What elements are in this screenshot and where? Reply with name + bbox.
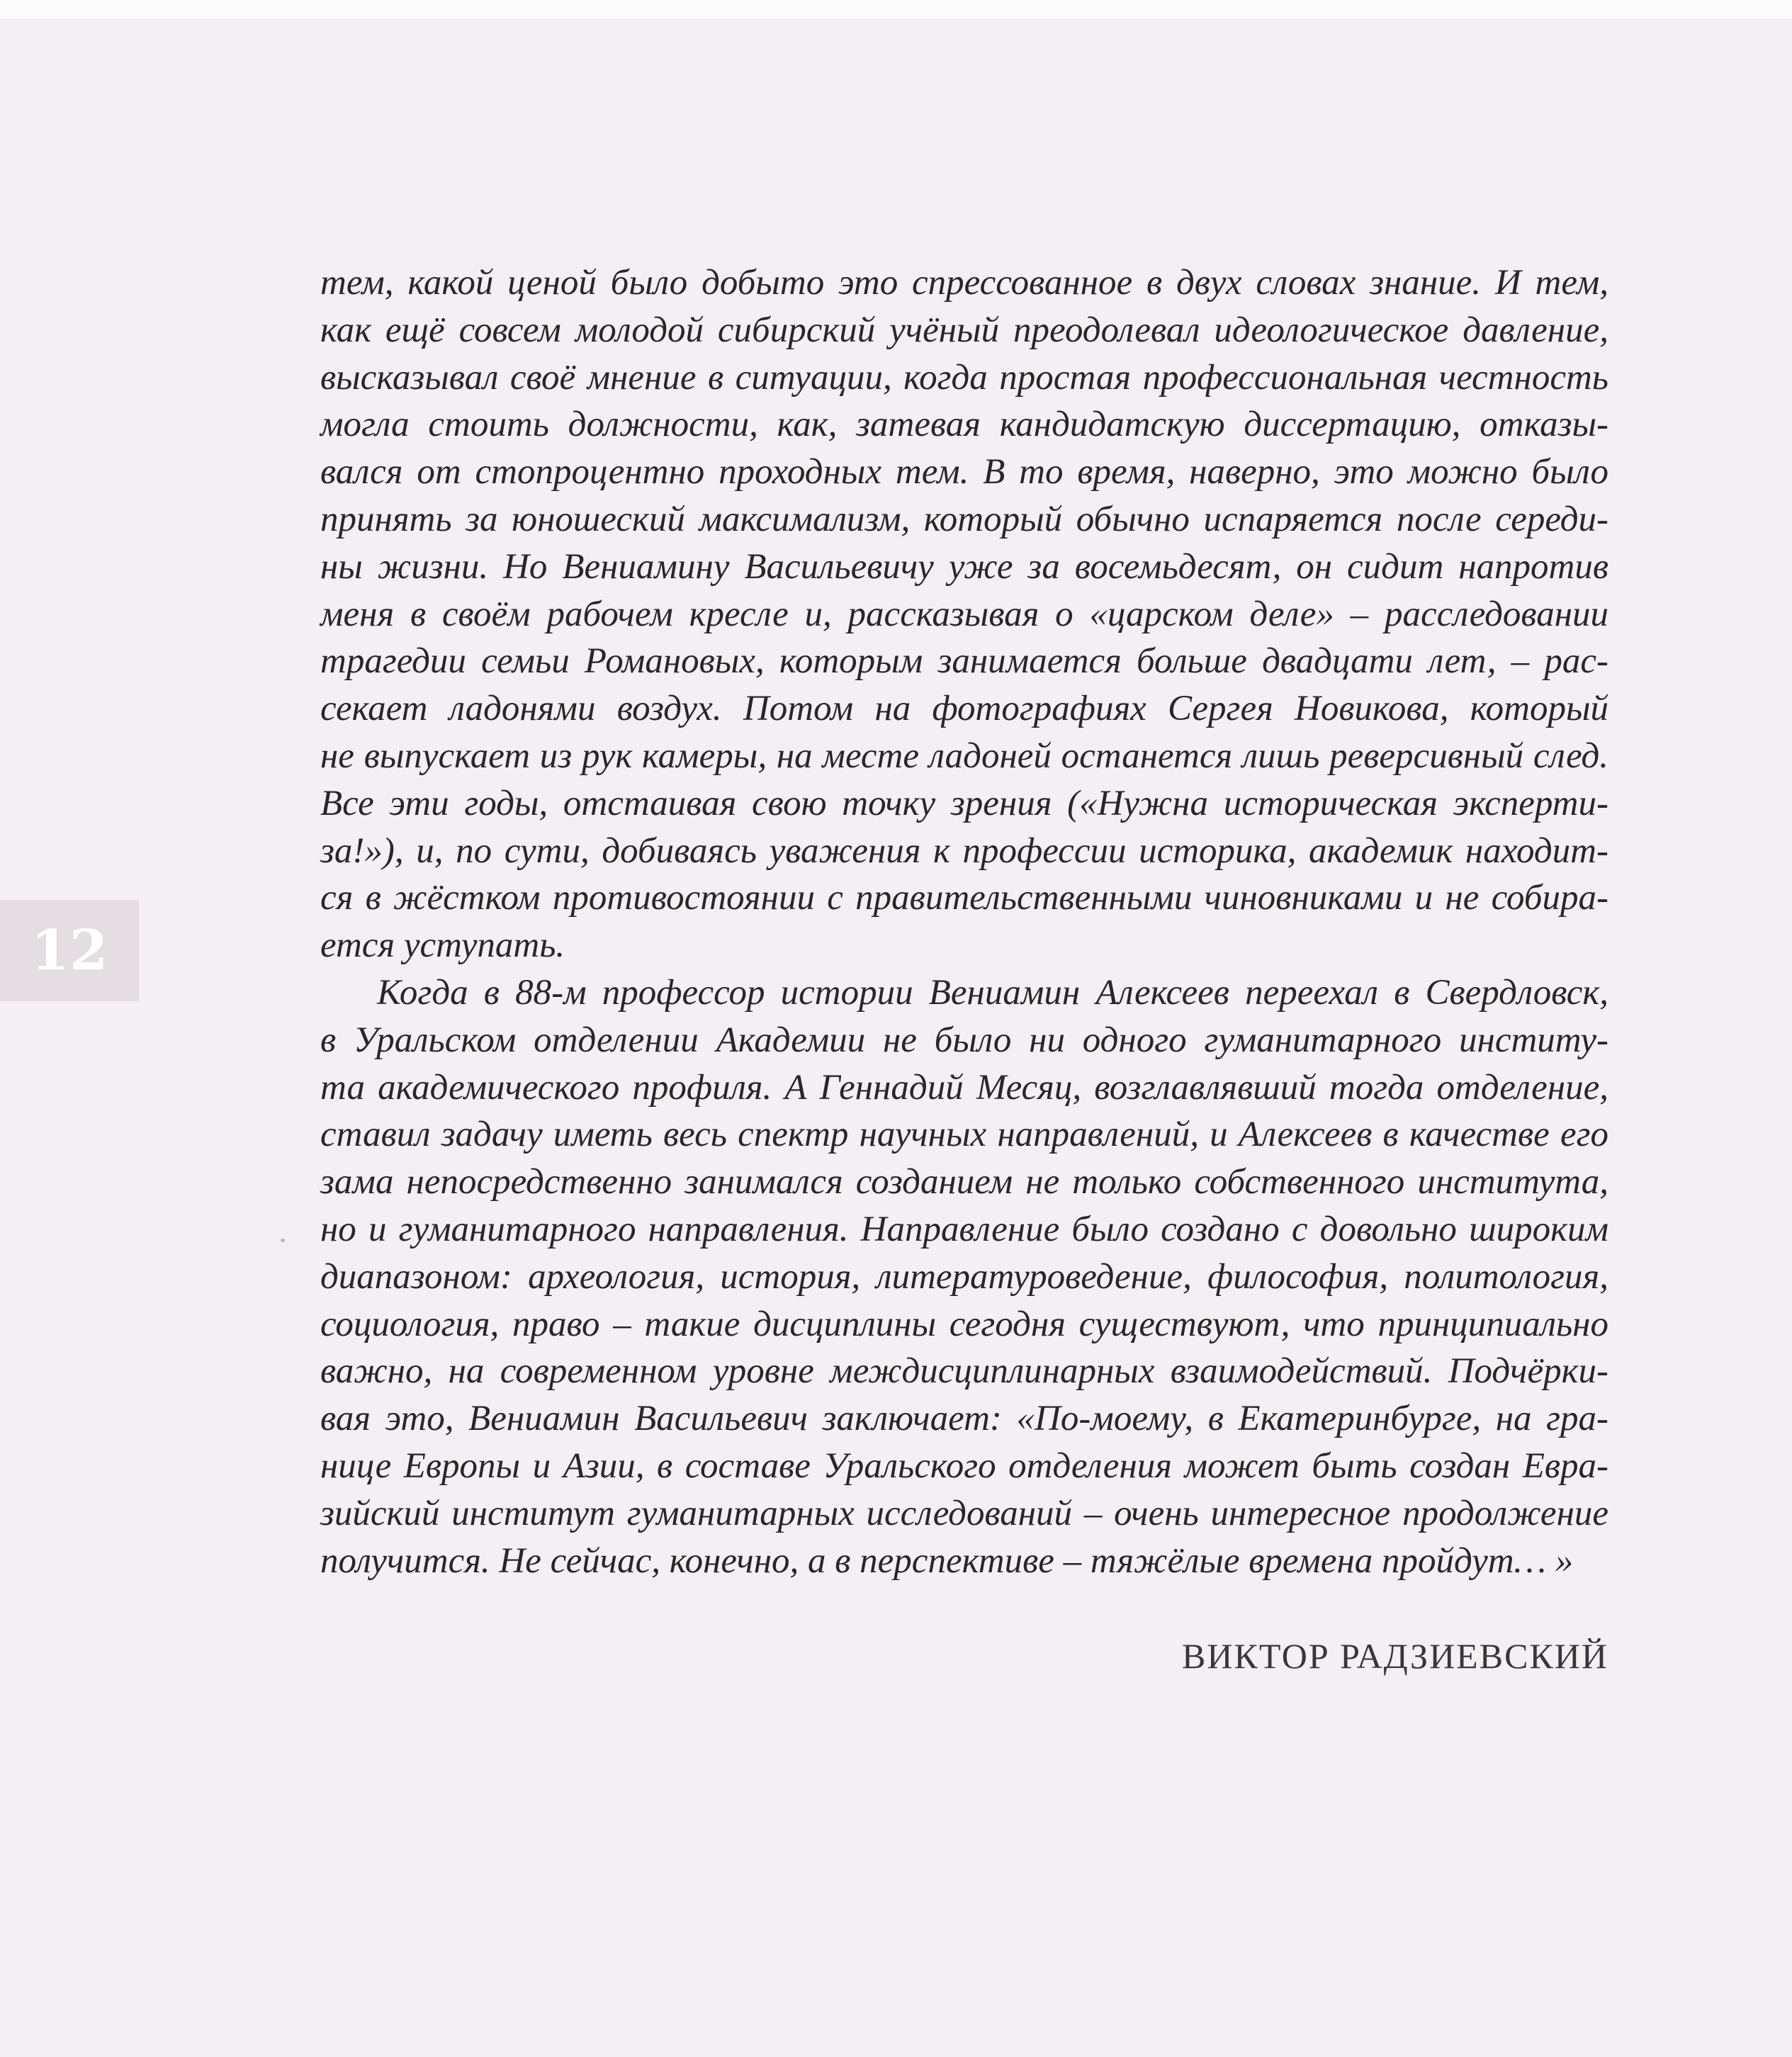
text-line: принять за юношеский максимализм, который обычно испаряется после середи- bbox=[320, 499, 1608, 539]
text-line: за!»), и, по сути, добиваясь уважения к профессии историка, академик находит- bbox=[320, 830, 1608, 871]
text-line: зама непосредственно занимался созданием не только собственного института, bbox=[320, 1162, 1608, 1202]
page-number-tab bbox=[0, 900, 139, 1001]
text-line: но и гуманитарного направления. Направление было создано с довольно широким bbox=[320, 1209, 1608, 1249]
text-line: зийский институт гуманитарных исследований – очень интересное продолжение bbox=[320, 1493, 1608, 1533]
text-line: получится. Не сейчас, конечно, а в перспективе – тяжёлые времена пройдут… » bbox=[320, 1540, 1574, 1581]
text-line: ется уступать. bbox=[320, 925, 565, 966]
text-line: в Уральском отделении Академии не было ни одного гуманитарного институ- bbox=[320, 1020, 1608, 1060]
text-line: вая это, Вениамин Васильевич заключает: «По-моему, в Екатеринбурге, на гра- bbox=[320, 1399, 1608, 1439]
text-line: секает ладонями воздух. Потом на фотографиях Сергея Новикова, который bbox=[320, 689, 1608, 729]
text-line: тем, какой ценой было добыто это спрессованное в двух словах знание. И тем, bbox=[320, 263, 1608, 303]
paragraph-2 bbox=[320, 969, 1608, 1584]
text-line: социология, право – такие дисциплины сегодня существуют, что принципиально bbox=[320, 1304, 1608, 1344]
text-line: ны жизни. Но Вениамину Васильевичу уже за восемьдесят, он сидит напротив bbox=[320, 546, 1608, 587]
text-line: важно, на современном уровне междисциплинарных взаимодействий. Подчёрки- bbox=[320, 1351, 1608, 1392]
text-line: трагедии семьи Романовых, которым занимается больше двадцати лет, – рас- bbox=[320, 641, 1608, 682]
text-line: могла стоить должности, как, затевая кандидатскую диссертацию, отказы- bbox=[320, 405, 1608, 445]
text-line: как ещё совсем молодой сибирский учёный преодолевал идеологическое давление, bbox=[320, 310, 1608, 350]
text-line: вался от стопроцентно проходных тем. В то время, наверно, это можно было bbox=[320, 452, 1608, 492]
text-line: меня в своём рабочем кресле и, рассказывая о «царском деле» – расследовании bbox=[320, 594, 1608, 634]
paper-speck bbox=[281, 1239, 285, 1242]
text-line: Когда в 88-м профессор истории Вениамин Алексеев переехал в Свердловск, bbox=[377, 972, 1608, 1013]
text-line: нице Европы и Азии, в составе Уральского отделения может быть создан Евра- bbox=[320, 1445, 1608, 1486]
page-number: 12 bbox=[30, 918, 108, 983]
paragraph-1 bbox=[320, 259, 1608, 969]
text-line: ся в жёстком противостоянии с правительственными чиновниками и не собира- bbox=[320, 878, 1608, 918]
text-line: диапазоном: археология, история, литературоведение, философия, политология, bbox=[320, 1256, 1608, 1297]
author-name: ВИКТОР РАДЗИЕВСКИЙ bbox=[1182, 1636, 1608, 1676]
text-line: ставил задачу иметь весь спектр научных направлений, и Алексеев в качестве его bbox=[320, 1115, 1608, 1155]
text-line: та академического профиля. А Геннадий Месяц, возглавлявший тогда отделение, bbox=[320, 1067, 1608, 1108]
article-body bbox=[320, 259, 1608, 1584]
text-line: не выпускает из рук камеры, на месте ладоней останется лишь реверсивный след. bbox=[320, 736, 1608, 776]
text-line: Все эти годы, отстаивая свою точку зрения («Нужна историческая эксперти- bbox=[320, 783, 1608, 823]
text-line: высказывал своё мнение в ситуации, когда простая профессиональная честность bbox=[320, 357, 1608, 398]
